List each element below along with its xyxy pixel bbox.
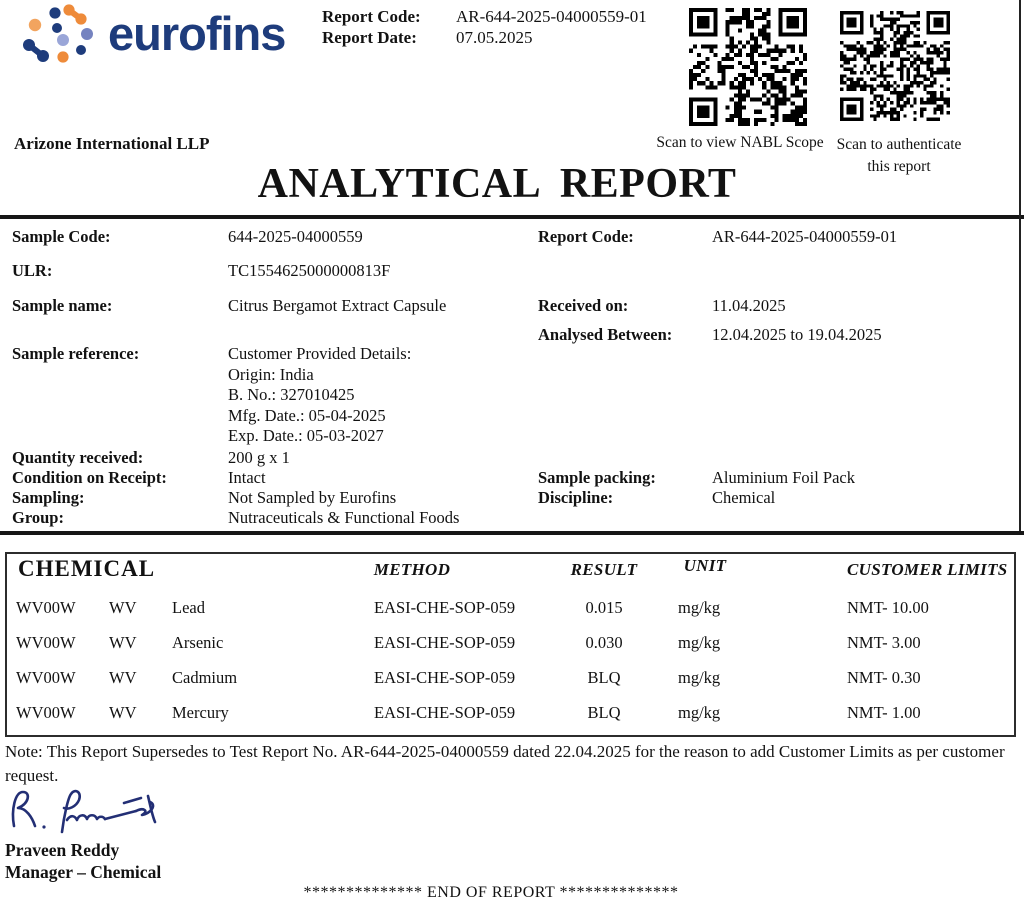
end-of-report: ************** END OF REPORT **************: [303, 884, 679, 901]
table-row: [7, 633, 1014, 657]
row-unit: mg/kg: [678, 703, 721, 722]
report-code-label-2: Report Code:: [538, 227, 634, 246]
divider-mid: [0, 531, 1024, 535]
column-header-customer-limits: CUSTOMER LIMITS: [847, 560, 1008, 579]
report-date-value: 07.05.2025: [456, 28, 533, 47]
sample-reference-line: Customer Provided Details:: [228, 344, 412, 363]
group-value: Nutraceuticals & Functional Foods: [228, 508, 460, 527]
page-title: ANALYTICAL REPORT: [257, 161, 737, 207]
row-code: WV00W: [16, 703, 76, 722]
results-table: [5, 552, 1016, 737]
eurofins-logo: [16, 2, 285, 64]
report-code-label: Report Code:: [322, 7, 421, 26]
row-limit: NMT- 0.30: [847, 668, 921, 687]
row-unit: mg/kg: [678, 668, 721, 687]
column-header-method: METHOD: [373, 560, 451, 579]
sample-packing-label: Sample packing:: [538, 468, 656, 487]
eurofins-logo-mark-icon: [16, 2, 100, 64]
row-result: 0.030: [585, 633, 623, 652]
row-subcode: WV: [109, 668, 137, 687]
quantity-received-value: 200 g x 1: [228, 448, 290, 467]
signatory-title: Manager – Chemical: [5, 862, 162, 882]
row-result: 0.015: [585, 598, 623, 617]
row-method: EASI-CHE-SOP-059: [374, 598, 516, 617]
auth-qr-caption-line2: this report: [867, 158, 931, 175]
received-on-value: 11.04.2025: [712, 296, 786, 315]
column-header-unit: UNIT: [683, 556, 727, 575]
condition-label: Condition on Receipt:: [12, 468, 167, 487]
report-code-value: AR-644-2025-04000559-01: [456, 7, 647, 26]
table-section-title: CHEMICAL: [18, 556, 156, 581]
supersede-note: Note: This Report Supersedes to Test Report No. AR-644-2025-04000559 dated 22.04.2025 for the reason to add Customer Limits as per customer request.: [5, 742, 1005, 786]
sample-code-value: 644-2025-04000559: [228, 227, 363, 246]
row-subcode: WV: [109, 703, 137, 722]
row-code: WV00W: [16, 668, 76, 687]
row-result: BLQ: [587, 703, 621, 722]
signature: [4, 784, 184, 838]
sample-name-value: Citrus Bergamot Extract Capsule: [228, 296, 447, 315]
row-analyte: Lead: [172, 598, 205, 617]
sample-reference-line: Origin: India: [228, 365, 314, 384]
row-result: BLQ: [587, 668, 621, 687]
row-unit: mg/kg: [678, 598, 721, 617]
discipline-value: Chemical: [712, 488, 776, 507]
column-header-result: RESULT: [570, 560, 638, 579]
eurofins-wordmark: eurofins: [108, 6, 286, 60]
received-on-label: Received on:: [538, 296, 629, 315]
report-date-label: Report Date:: [322, 28, 417, 47]
row-method: EASI-CHE-SOP-059: [374, 633, 516, 652]
table-row: [7, 598, 1014, 622]
ulr-value: TC1554625000000813F: [228, 261, 391, 280]
row-analyte: Arsenic: [172, 633, 224, 652]
auth-qr-caption-line1: Scan to authenticate: [836, 136, 962, 153]
sample-reference-line: B. No.: 327010425: [228, 385, 355, 404]
ulr-label: ULR:: [12, 261, 53, 280]
sample-reference-line: Exp. Date.: 05-03-2027: [228, 426, 384, 445]
quantity-received-label: Quantity received:: [12, 448, 144, 467]
row-subcode: WV: [109, 633, 137, 652]
report-code-value-2: AR-644-2025-04000559-01: [712, 227, 898, 246]
row-subcode: WV: [109, 598, 137, 617]
analysed-between-value: 12.04.2025 to 19.04.2025: [712, 325, 882, 344]
group-label: Group:: [12, 508, 64, 527]
row-code: WV00W: [16, 598, 76, 617]
authenticate-qr-code: [840, 6, 950, 126]
analysed-between-label: Analysed Between:: [538, 325, 673, 344]
sampling-label: Sampling:: [12, 488, 85, 507]
sample-reference-label: Sample reference:: [12, 344, 140, 363]
row-analyte: Mercury: [172, 703, 229, 722]
page-edge-line: [1019, 0, 1021, 535]
sample-reference-line: Mfg. Date.: 05-04-2025: [228, 406, 386, 425]
condition-value: Intact: [228, 468, 266, 487]
row-limit: NMT- 1.00: [847, 703, 921, 722]
sample-name-label: Sample name:: [12, 296, 113, 315]
nabl-scope-qr-code: [689, 8, 807, 126]
table-row: [7, 668, 1014, 692]
sample-code-label: Sample Code:: [12, 227, 111, 246]
row-analyte: Cadmium: [172, 668, 238, 687]
table-row: [7, 703, 1014, 727]
row-method: EASI-CHE-SOP-059: [374, 703, 516, 722]
row-limit: NMT- 10.00: [847, 598, 929, 617]
signatory-name: Praveen Reddy: [5, 840, 120, 860]
row-code: WV00W: [16, 633, 76, 652]
row-unit: mg/kg: [678, 633, 721, 652]
row-method: EASI-CHE-SOP-059: [374, 668, 516, 687]
sample-packing-value: Aluminium Foil Pack: [712, 468, 856, 487]
company-name: Arizone International LLP: [14, 134, 210, 153]
divider-top: [0, 215, 1024, 219]
row-limit: NMT- 3.00: [847, 633, 921, 652]
nabl-qr-caption: Scan to view NABL Scope: [656, 134, 824, 151]
discipline-label: Discipline:: [538, 488, 614, 507]
sampling-value: Not Sampled by Eurofins: [228, 488, 397, 507]
